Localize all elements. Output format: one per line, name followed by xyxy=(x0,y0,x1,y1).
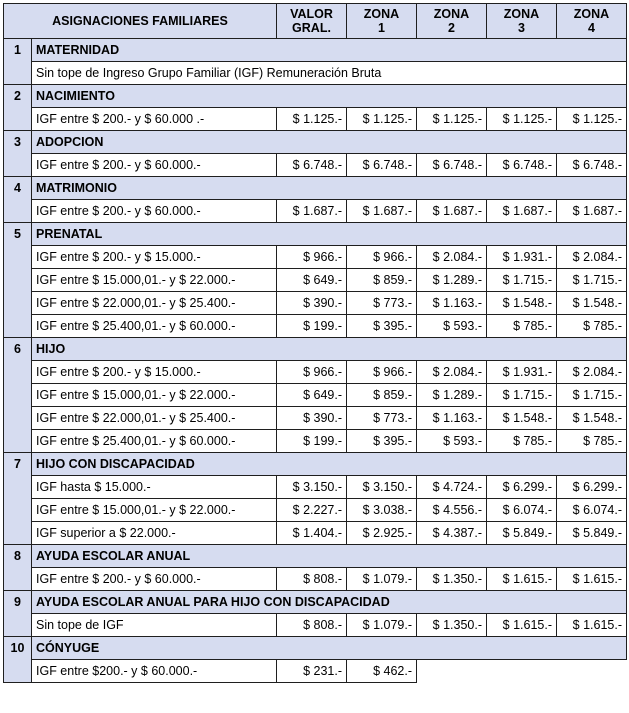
row-label: IGF entre $ 15.000,01.- y $ 22.000.- xyxy=(32,499,277,522)
section-name: MATRIMONIO xyxy=(32,177,627,200)
value-cell: $ 6.748.- xyxy=(347,154,417,177)
row-label: IGF entre $ 25.400,01.- y $ 60.000.- xyxy=(32,315,277,338)
value-cell: $ 1.548.- xyxy=(557,292,627,315)
section-number: 3 xyxy=(4,131,32,177)
value-cell: $ 593.- xyxy=(417,315,487,338)
row-label: Sin tope de IGF xyxy=(32,614,277,637)
section-row xyxy=(4,637,627,660)
value-cell: $ 785.- xyxy=(557,430,627,453)
value-cell: $ 1.079.- xyxy=(347,568,417,591)
value-cell: $ 4.556.- xyxy=(417,499,487,522)
value-cell: $ 2.084.- xyxy=(557,246,627,269)
section-name: HIJO CON DISCAPACIDAD xyxy=(32,453,627,476)
table-row xyxy=(4,246,627,269)
value-cell: $ 1.615.- xyxy=(557,614,627,637)
value-cell: $ 1.715.- xyxy=(487,269,557,292)
value-cell: $ 6.748.- xyxy=(277,154,347,177)
value-cell: $ 649.- xyxy=(277,269,347,292)
value-cell: $ 1.615.- xyxy=(557,568,627,591)
section-number: 10 xyxy=(4,637,32,683)
value-cell: $ 3.038.- xyxy=(347,499,417,522)
table-body xyxy=(4,39,627,683)
value-cell: $ 1.079.- xyxy=(347,614,417,637)
table-row xyxy=(4,62,627,85)
section-name: HIJO xyxy=(32,338,627,361)
value-cell: $ 1.548.- xyxy=(487,407,557,430)
header-row xyxy=(4,4,627,39)
value-cell: $ 462.- xyxy=(347,660,417,683)
value-cell: $ 3.150.- xyxy=(277,476,347,499)
section-row xyxy=(4,338,627,361)
table-row xyxy=(4,315,627,338)
value-cell: $ 2.925.- xyxy=(347,522,417,545)
row-label: IGF entre $ 200.- y $ 15.000.- xyxy=(32,246,277,269)
row-label: IGF entre $ 200.- y $ 15.000.- xyxy=(32,361,277,384)
value-cell: $ 1.687.- xyxy=(347,200,417,223)
section-row xyxy=(4,85,627,108)
value-cell: $ 859.- xyxy=(347,384,417,407)
value-cell: $ 966.- xyxy=(277,361,347,384)
row-label: IGF entre $ 200.- y $ 60.000.- xyxy=(32,200,277,223)
value-cell: $ 231.- xyxy=(277,660,347,683)
value-cell: $ 1.125.- xyxy=(557,108,627,131)
table-row xyxy=(4,292,627,315)
section-row xyxy=(4,453,627,476)
table-row xyxy=(4,522,627,545)
value-cell: $ 395.- xyxy=(347,430,417,453)
value-cell: $ 808.- xyxy=(277,568,347,591)
value-cell: $ 1.350.- xyxy=(417,614,487,637)
table-row xyxy=(4,499,627,522)
value-cell: $ 390.- xyxy=(277,407,347,430)
row-label: IGF entre $ 15.000,01.- y $ 22.000.- xyxy=(32,384,277,407)
value-cell: $ 6.748.- xyxy=(417,154,487,177)
section-row xyxy=(4,591,627,614)
value-cell: $ 785.- xyxy=(557,315,627,338)
col-zona-3: ZONA 3 xyxy=(487,4,557,39)
empty-cell xyxy=(417,660,627,683)
value-cell: $ 1.548.- xyxy=(487,292,557,315)
section-number: 1 xyxy=(4,39,32,85)
value-cell: $ 1.125.- xyxy=(277,108,347,131)
value-cell: $ 1.163.- xyxy=(417,407,487,430)
col-valor-general: VALOR GRAL. xyxy=(277,4,347,39)
section-name: CÓNYUGE xyxy=(32,637,627,660)
value-cell: $ 1.715.- xyxy=(557,269,627,292)
value-cell: $ 6.748.- xyxy=(487,154,557,177)
value-cell: $ 1.687.- xyxy=(277,200,347,223)
table-row xyxy=(4,660,627,683)
col-zona-2: ZONA 2 xyxy=(417,4,487,39)
section-name: MATERNIDAD xyxy=(32,39,627,62)
value-cell: $ 1.163.- xyxy=(417,292,487,315)
section-name: AYUDA ESCOLAR ANUAL xyxy=(32,545,627,568)
section-row xyxy=(4,39,627,62)
table-row xyxy=(4,384,627,407)
value-cell: $ 390.- xyxy=(277,292,347,315)
value-cell: $ 5.849.- xyxy=(487,522,557,545)
table-row xyxy=(4,108,627,131)
value-cell: $ 6.748.- xyxy=(557,154,627,177)
value-cell: $ 199.- xyxy=(277,430,347,453)
section-number: 8 xyxy=(4,545,32,591)
value-cell: $ 5.849.- xyxy=(557,522,627,545)
table-row xyxy=(4,154,627,177)
col-zona-4: ZONA 4 xyxy=(557,4,627,39)
section-number: 9 xyxy=(4,591,32,637)
section-number: 6 xyxy=(4,338,32,453)
section-number: 2 xyxy=(4,85,32,131)
section-row xyxy=(4,223,627,246)
row-label: Sin tope de Ingreso Grupo Familiar (IGF) Remuneración Bruta xyxy=(32,62,627,85)
value-cell: $ 773.- xyxy=(347,292,417,315)
value-cell: $ 2.084.- xyxy=(417,246,487,269)
row-label: IGF entre $ 200.- y $ 60.000.- xyxy=(32,568,277,591)
value-cell: $ 1.931.- xyxy=(487,246,557,269)
value-cell: $ 808.- xyxy=(277,614,347,637)
section-number: 7 xyxy=(4,453,32,545)
value-cell: $ 1.350.- xyxy=(417,568,487,591)
value-cell: $ 785.- xyxy=(487,315,557,338)
value-cell: $ 2.084.- xyxy=(557,361,627,384)
row-label: IGF entre $ 200.- y $ 60.000.- xyxy=(32,154,277,177)
value-cell: $ 1.931.- xyxy=(487,361,557,384)
table-row xyxy=(4,568,627,591)
value-cell: $ 966.- xyxy=(347,361,417,384)
value-cell: $ 1.125.- xyxy=(487,108,557,131)
value-cell: $ 649.- xyxy=(277,384,347,407)
value-cell: $ 1.289.- xyxy=(417,384,487,407)
value-cell: $ 3.150.- xyxy=(347,476,417,499)
value-cell: $ 966.- xyxy=(277,246,347,269)
section-row xyxy=(4,131,627,154)
section-name: ADOPCION xyxy=(32,131,627,154)
table-row xyxy=(4,407,627,430)
row-label: IGF superior a $ 22.000.- xyxy=(32,522,277,545)
row-label: IGF entre $ 22.000,01.- y $ 25.400.- xyxy=(32,292,277,315)
table-row xyxy=(4,476,627,499)
value-cell: $ 1.687.- xyxy=(557,200,627,223)
row-label: IGF hasta $ 15.000.- xyxy=(32,476,277,499)
value-cell: $ 593.- xyxy=(417,430,487,453)
value-cell: $ 6.074.- xyxy=(557,499,627,522)
row-label: IGF entre $ 22.000,01.- y $ 25.400.- xyxy=(32,407,277,430)
col-zona-1: ZONA 1 xyxy=(347,4,417,39)
section-name: PRENATAL xyxy=(32,223,627,246)
value-cell: $ 4.724.- xyxy=(417,476,487,499)
value-cell: $ 1.687.- xyxy=(417,200,487,223)
value-cell: $ 6.074.- xyxy=(487,499,557,522)
table-row xyxy=(4,614,627,637)
value-cell: $ 773.- xyxy=(347,407,417,430)
table-row xyxy=(4,361,627,384)
value-cell: $ 1.715.- xyxy=(557,384,627,407)
table-row xyxy=(4,200,627,223)
value-cell: $ 785.- xyxy=(487,430,557,453)
value-cell: $ 1.125.- xyxy=(347,108,417,131)
asignaciones-table xyxy=(3,3,627,683)
value-cell: $ 4.387.- xyxy=(417,522,487,545)
table-row xyxy=(4,430,627,453)
value-cell: $ 1.615.- xyxy=(487,568,557,591)
section-name: NACIMIENTO xyxy=(32,85,627,108)
value-cell: $ 2.227.- xyxy=(277,499,347,522)
value-cell: $ 1.615.- xyxy=(487,614,557,637)
value-cell: $ 1.687.- xyxy=(487,200,557,223)
row-label: IGF entre $ 15.000,01.- y $ 22.000.- xyxy=(32,269,277,292)
value-cell: $ 859.- xyxy=(347,269,417,292)
value-cell: $ 395.- xyxy=(347,315,417,338)
value-cell: $ 1.404.- xyxy=(277,522,347,545)
section-row xyxy=(4,177,627,200)
row-label: IGF entre $ 200.- y $ 60.000 .- xyxy=(32,108,277,131)
section-row xyxy=(4,545,627,568)
row-label: IGF entre $200.- y $ 60.000.- xyxy=(32,660,277,683)
value-cell: $ 966.- xyxy=(347,246,417,269)
value-cell: $ 1.125.- xyxy=(417,108,487,131)
value-cell: $ 6.299.- xyxy=(557,476,627,499)
value-cell: $ 1.715.- xyxy=(487,384,557,407)
section-number: 5 xyxy=(4,223,32,338)
table-title: ASIGNACIONES FAMILIARES xyxy=(4,4,277,39)
section-name: AYUDA ESCOLAR ANUAL PARA HIJO CON DISCAPACIDAD xyxy=(32,591,627,614)
value-cell: $ 6.299.- xyxy=(487,476,557,499)
table-row xyxy=(4,269,627,292)
section-number: 4 xyxy=(4,177,32,223)
row-label: IGF entre $ 25.400,01.- y $ 60.000.- xyxy=(32,430,277,453)
value-cell: $ 1.548.- xyxy=(557,407,627,430)
value-cell: $ 1.289.- xyxy=(417,269,487,292)
value-cell: $ 199.- xyxy=(277,315,347,338)
value-cell: $ 2.084.- xyxy=(417,361,487,384)
